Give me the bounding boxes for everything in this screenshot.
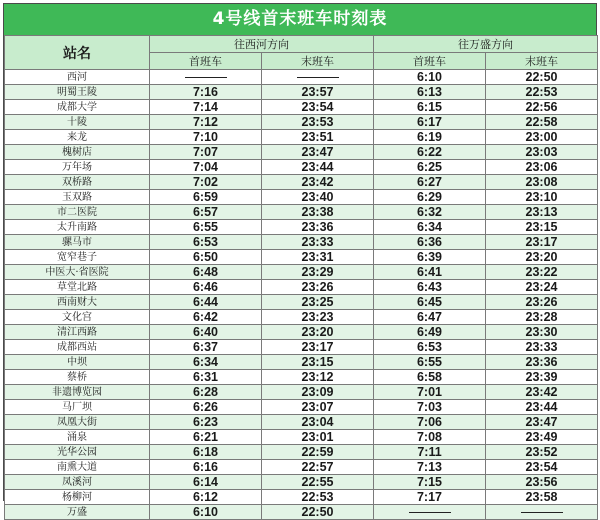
west-first-train-time: 6:40: [150, 325, 262, 340]
east-last-train-time: 23:44: [486, 400, 598, 415]
east-last-train-time: 23:52: [486, 445, 598, 460]
table-row: [5, 250, 598, 265]
west-last-train-time: 23:12: [262, 370, 374, 385]
west-first-train-time: 7:10: [150, 130, 262, 145]
east-last-train-time: 23:03: [486, 145, 598, 160]
station-name: 市二医院: [5, 205, 150, 220]
east-last-train-time: 22:50: [486, 70, 598, 85]
no-service-cell: [486, 505, 598, 520]
timetable-title: 4号线首末班车时刻表: [4, 4, 596, 35]
west-first-train-time: 6:57: [150, 205, 262, 220]
west-first-train-time: 7:02: [150, 175, 262, 190]
table-row: [5, 400, 598, 415]
west-first-train-time: 6:21: [150, 430, 262, 445]
table-row: [5, 295, 598, 310]
west-last-train-time: 23:51: [262, 130, 374, 145]
station-name: 玉双路: [5, 190, 150, 205]
east-last-train-time: 23:06: [486, 160, 598, 175]
table-row: [5, 445, 598, 460]
station-name: 西南财大: [5, 295, 150, 310]
west-first-train-time: 6:53: [150, 235, 262, 250]
table-row: [5, 85, 598, 100]
east-last-train-time: 23:22: [486, 265, 598, 280]
east-last-train-time: 23:58: [486, 490, 598, 505]
east-last-train-time: 23:28: [486, 310, 598, 325]
table-row: [5, 175, 598, 190]
table-row: [5, 115, 598, 130]
station-name: 万年场: [5, 160, 150, 175]
east-last-train-time: 23:56: [486, 475, 598, 490]
east-first-train-time: 6:39: [374, 250, 486, 265]
west-last-train-time: 23:20: [262, 325, 374, 340]
west-last-train-time: 23:23: [262, 310, 374, 325]
station-name: 非遗博览园: [5, 385, 150, 400]
west-last-train-time: 23:54: [262, 100, 374, 115]
table-row: [5, 280, 598, 295]
east-last-train-time: 23:26: [486, 295, 598, 310]
east-first-train-time: 6:13: [374, 85, 486, 100]
station-name: 凤凰大街: [5, 415, 150, 430]
east-last-train-time: 23:15: [486, 220, 598, 235]
station-name: 宽窄巷子: [5, 250, 150, 265]
west-first-train-time: 7:16: [150, 85, 262, 100]
east-last-train-time: 23:42: [486, 385, 598, 400]
west-last-train-time: 22:53: [262, 490, 374, 505]
east-last-train-time: 23:20: [486, 250, 598, 265]
station-name: 凤溪河: [5, 475, 150, 490]
west-last-train-time: 23:04: [262, 415, 374, 430]
table-row: [5, 145, 598, 160]
east-first-train-time: 6:32: [374, 205, 486, 220]
no-service-cell: [262, 70, 374, 85]
station-name: 骡马市: [5, 235, 150, 250]
east-last-train-time: 23:30: [486, 325, 598, 340]
east-last-train-time: 23:24: [486, 280, 598, 295]
east-last-train-time: 23:10: [486, 190, 598, 205]
table-row: [5, 415, 598, 430]
east-first-train-time: 6:10: [374, 70, 486, 85]
east-first-train-time: 6:58: [374, 370, 486, 385]
table-row: [5, 190, 598, 205]
station-name: 双桥路: [5, 175, 150, 190]
west-last-train-time: 23:31: [262, 250, 374, 265]
table-row: [5, 310, 598, 325]
station-name: 清江西路: [5, 325, 150, 340]
west-last-train-time: 23:44: [262, 160, 374, 175]
east-last-train-time: 23:17: [486, 235, 598, 250]
table-row: [5, 220, 598, 235]
west-last-train-time: 23:29: [262, 265, 374, 280]
table-row: [5, 370, 598, 385]
east-last-train-time: 23:47: [486, 415, 598, 430]
east-first-train-time: 7:01: [374, 385, 486, 400]
west-last-train-time: 23:57: [262, 85, 374, 100]
table-row: [5, 355, 598, 370]
station-name: 西河: [5, 70, 150, 85]
west-first-train-time: 6:48: [150, 265, 262, 280]
no-service-dash: [185, 77, 227, 78]
west-last-train-time: 23:38: [262, 205, 374, 220]
table-row: [5, 235, 598, 250]
east-first-train-time: 6:49: [374, 325, 486, 340]
station-name: 来龙: [5, 130, 150, 145]
table-row: [5, 475, 598, 490]
timetable-table: [4, 35, 598, 520]
timetable-panel: [3, 3, 597, 519]
east-first-train-header: 首班车: [374, 53, 486, 70]
west-last-train-time: 23:47: [262, 145, 374, 160]
station-name: 成都大学: [5, 100, 150, 115]
east-first-train-time: 6:43: [374, 280, 486, 295]
west-first-train-time: 6:28: [150, 385, 262, 400]
no-service-dash: [521, 512, 563, 513]
east-last-train-time: 23:49: [486, 430, 598, 445]
east-first-train-time: 6:45: [374, 295, 486, 310]
east-last-train-time: 22:53: [486, 85, 598, 100]
west-last-train-time: 23:17: [262, 340, 374, 355]
east-first-train-time: 6:55: [374, 355, 486, 370]
west-last-train-time: 23:40: [262, 190, 374, 205]
west-first-train-time: 6:14: [150, 475, 262, 490]
station-name: 中坝: [5, 355, 150, 370]
west-first-train-time: 6:12: [150, 490, 262, 505]
station-name: 中医大·省医院: [5, 265, 150, 280]
table-row: [5, 70, 598, 85]
west-last-train-time: 23:53: [262, 115, 374, 130]
east-first-train-time: 6:27: [374, 175, 486, 190]
station-name: 光华公园: [5, 445, 150, 460]
station-name: 草堂北路: [5, 280, 150, 295]
west-last-train-time: 23:07: [262, 400, 374, 415]
direction-header-west: 往西河方向: [150, 36, 374, 53]
west-first-train-time: 6:10: [150, 505, 262, 520]
east-first-train-time: 7:03: [374, 400, 486, 415]
east-last-train-time: 23:39: [486, 370, 598, 385]
east-first-train-time: 6:41: [374, 265, 486, 280]
table-row: [5, 460, 598, 475]
east-first-train-time: 7:15: [374, 475, 486, 490]
table-row: [5, 100, 598, 115]
east-last-train-time: 23:13: [486, 205, 598, 220]
table-row: [5, 130, 598, 145]
west-first-train-time: 6:59: [150, 190, 262, 205]
table-row: [5, 205, 598, 220]
east-first-train-time: 7:11: [374, 445, 486, 460]
table-row: [5, 265, 598, 280]
table-row: [5, 490, 598, 505]
west-first-train-time: 7:14: [150, 100, 262, 115]
west-last-train-time: 23:01: [262, 430, 374, 445]
west-last-train-time: 23:15: [262, 355, 374, 370]
no-service-dash: [297, 77, 339, 78]
station-column-header: 站名: [5, 36, 150, 70]
station-name: 太升南路: [5, 220, 150, 235]
west-last-train-time: 22:59: [262, 445, 374, 460]
table-row: [5, 160, 598, 175]
west-last-train-header: 末班车: [262, 53, 374, 70]
header-row-directions: [5, 36, 598, 53]
east-first-train-time: 6:25: [374, 160, 486, 175]
table-row: [5, 430, 598, 445]
east-last-train-time: 22:58: [486, 115, 598, 130]
station-name: 万盛: [5, 505, 150, 520]
station-name: 明蜀王陵: [5, 85, 150, 100]
station-name: 马厂坝: [5, 400, 150, 415]
east-first-train-time: 7:17: [374, 490, 486, 505]
west-first-train-time: 6:42: [150, 310, 262, 325]
west-last-train-time: 23:25: [262, 295, 374, 310]
east-first-train-time: 6:15: [374, 100, 486, 115]
no-service-cell: [150, 70, 262, 85]
west-first-train-time: 6:31: [150, 370, 262, 385]
west-last-train-time: 23:42: [262, 175, 374, 190]
east-first-train-time: 7:06: [374, 415, 486, 430]
east-last-train-time: 23:00: [486, 130, 598, 145]
east-first-train-time: 6:47: [374, 310, 486, 325]
west-last-train-time: 23:33: [262, 235, 374, 250]
west-first-train-time: 7:12: [150, 115, 262, 130]
direction-header-east: 往万盛方向: [374, 36, 598, 53]
east-first-train-time: 6:53: [374, 340, 486, 355]
west-last-train-time: 23:26: [262, 280, 374, 295]
west-first-train-time: 6:37: [150, 340, 262, 355]
west-first-train-header: 首班车: [150, 53, 262, 70]
east-last-train-time: 23:33: [486, 340, 598, 355]
west-first-train-time: 6:50: [150, 250, 262, 265]
east-first-train-time: 6:17: [374, 115, 486, 130]
west-first-train-time: 6:23: [150, 415, 262, 430]
west-last-train-time: 22:55: [262, 475, 374, 490]
west-last-train-time: 23:09: [262, 385, 374, 400]
east-last-train-time: 23:08: [486, 175, 598, 190]
west-last-train-time: 22:50: [262, 505, 374, 520]
east-first-train-time: 7:13: [374, 460, 486, 475]
west-first-train-time: 6:46: [150, 280, 262, 295]
table-row: [5, 385, 598, 400]
west-last-train-time: 22:57: [262, 460, 374, 475]
east-first-train-time: 6:29: [374, 190, 486, 205]
east-last-train-time: 23:54: [486, 460, 598, 475]
east-first-train-time: 6:34: [374, 220, 486, 235]
east-last-train-time: 23:36: [486, 355, 598, 370]
east-first-train-time: 6:22: [374, 145, 486, 160]
west-last-train-time: 23:36: [262, 220, 374, 235]
no-service-dash: [409, 512, 451, 513]
west-first-train-time: 7:04: [150, 160, 262, 175]
table-row: [5, 505, 598, 520]
east-first-train-time: 6:36: [374, 235, 486, 250]
station-name: 十陵: [5, 115, 150, 130]
no-service-cell: [374, 505, 486, 520]
east-last-train-time: 22:56: [486, 100, 598, 115]
station-name: 杨柳河: [5, 490, 150, 505]
table-row: [5, 325, 598, 340]
station-name: 蔡桥: [5, 370, 150, 385]
station-name: 涌泉: [5, 430, 150, 445]
station-name: 文化宫: [5, 310, 150, 325]
station-name: 南熏大道: [5, 460, 150, 475]
west-first-train-time: 6:44: [150, 295, 262, 310]
west-first-train-time: 6:55: [150, 220, 262, 235]
west-first-train-time: 6:16: [150, 460, 262, 475]
table-row: [5, 340, 598, 355]
east-first-train-time: 6:19: [374, 130, 486, 145]
east-last-train-header: 末班车: [486, 53, 598, 70]
station-name: 成都西站: [5, 340, 150, 355]
west-first-train-time: 6:18: [150, 445, 262, 460]
west-first-train-time: 6:34: [150, 355, 262, 370]
station-name: 槐树店: [5, 145, 150, 160]
west-first-train-time: 7:07: [150, 145, 262, 160]
east-first-train-time: 7:08: [374, 430, 486, 445]
west-first-train-time: 6:26: [150, 400, 262, 415]
